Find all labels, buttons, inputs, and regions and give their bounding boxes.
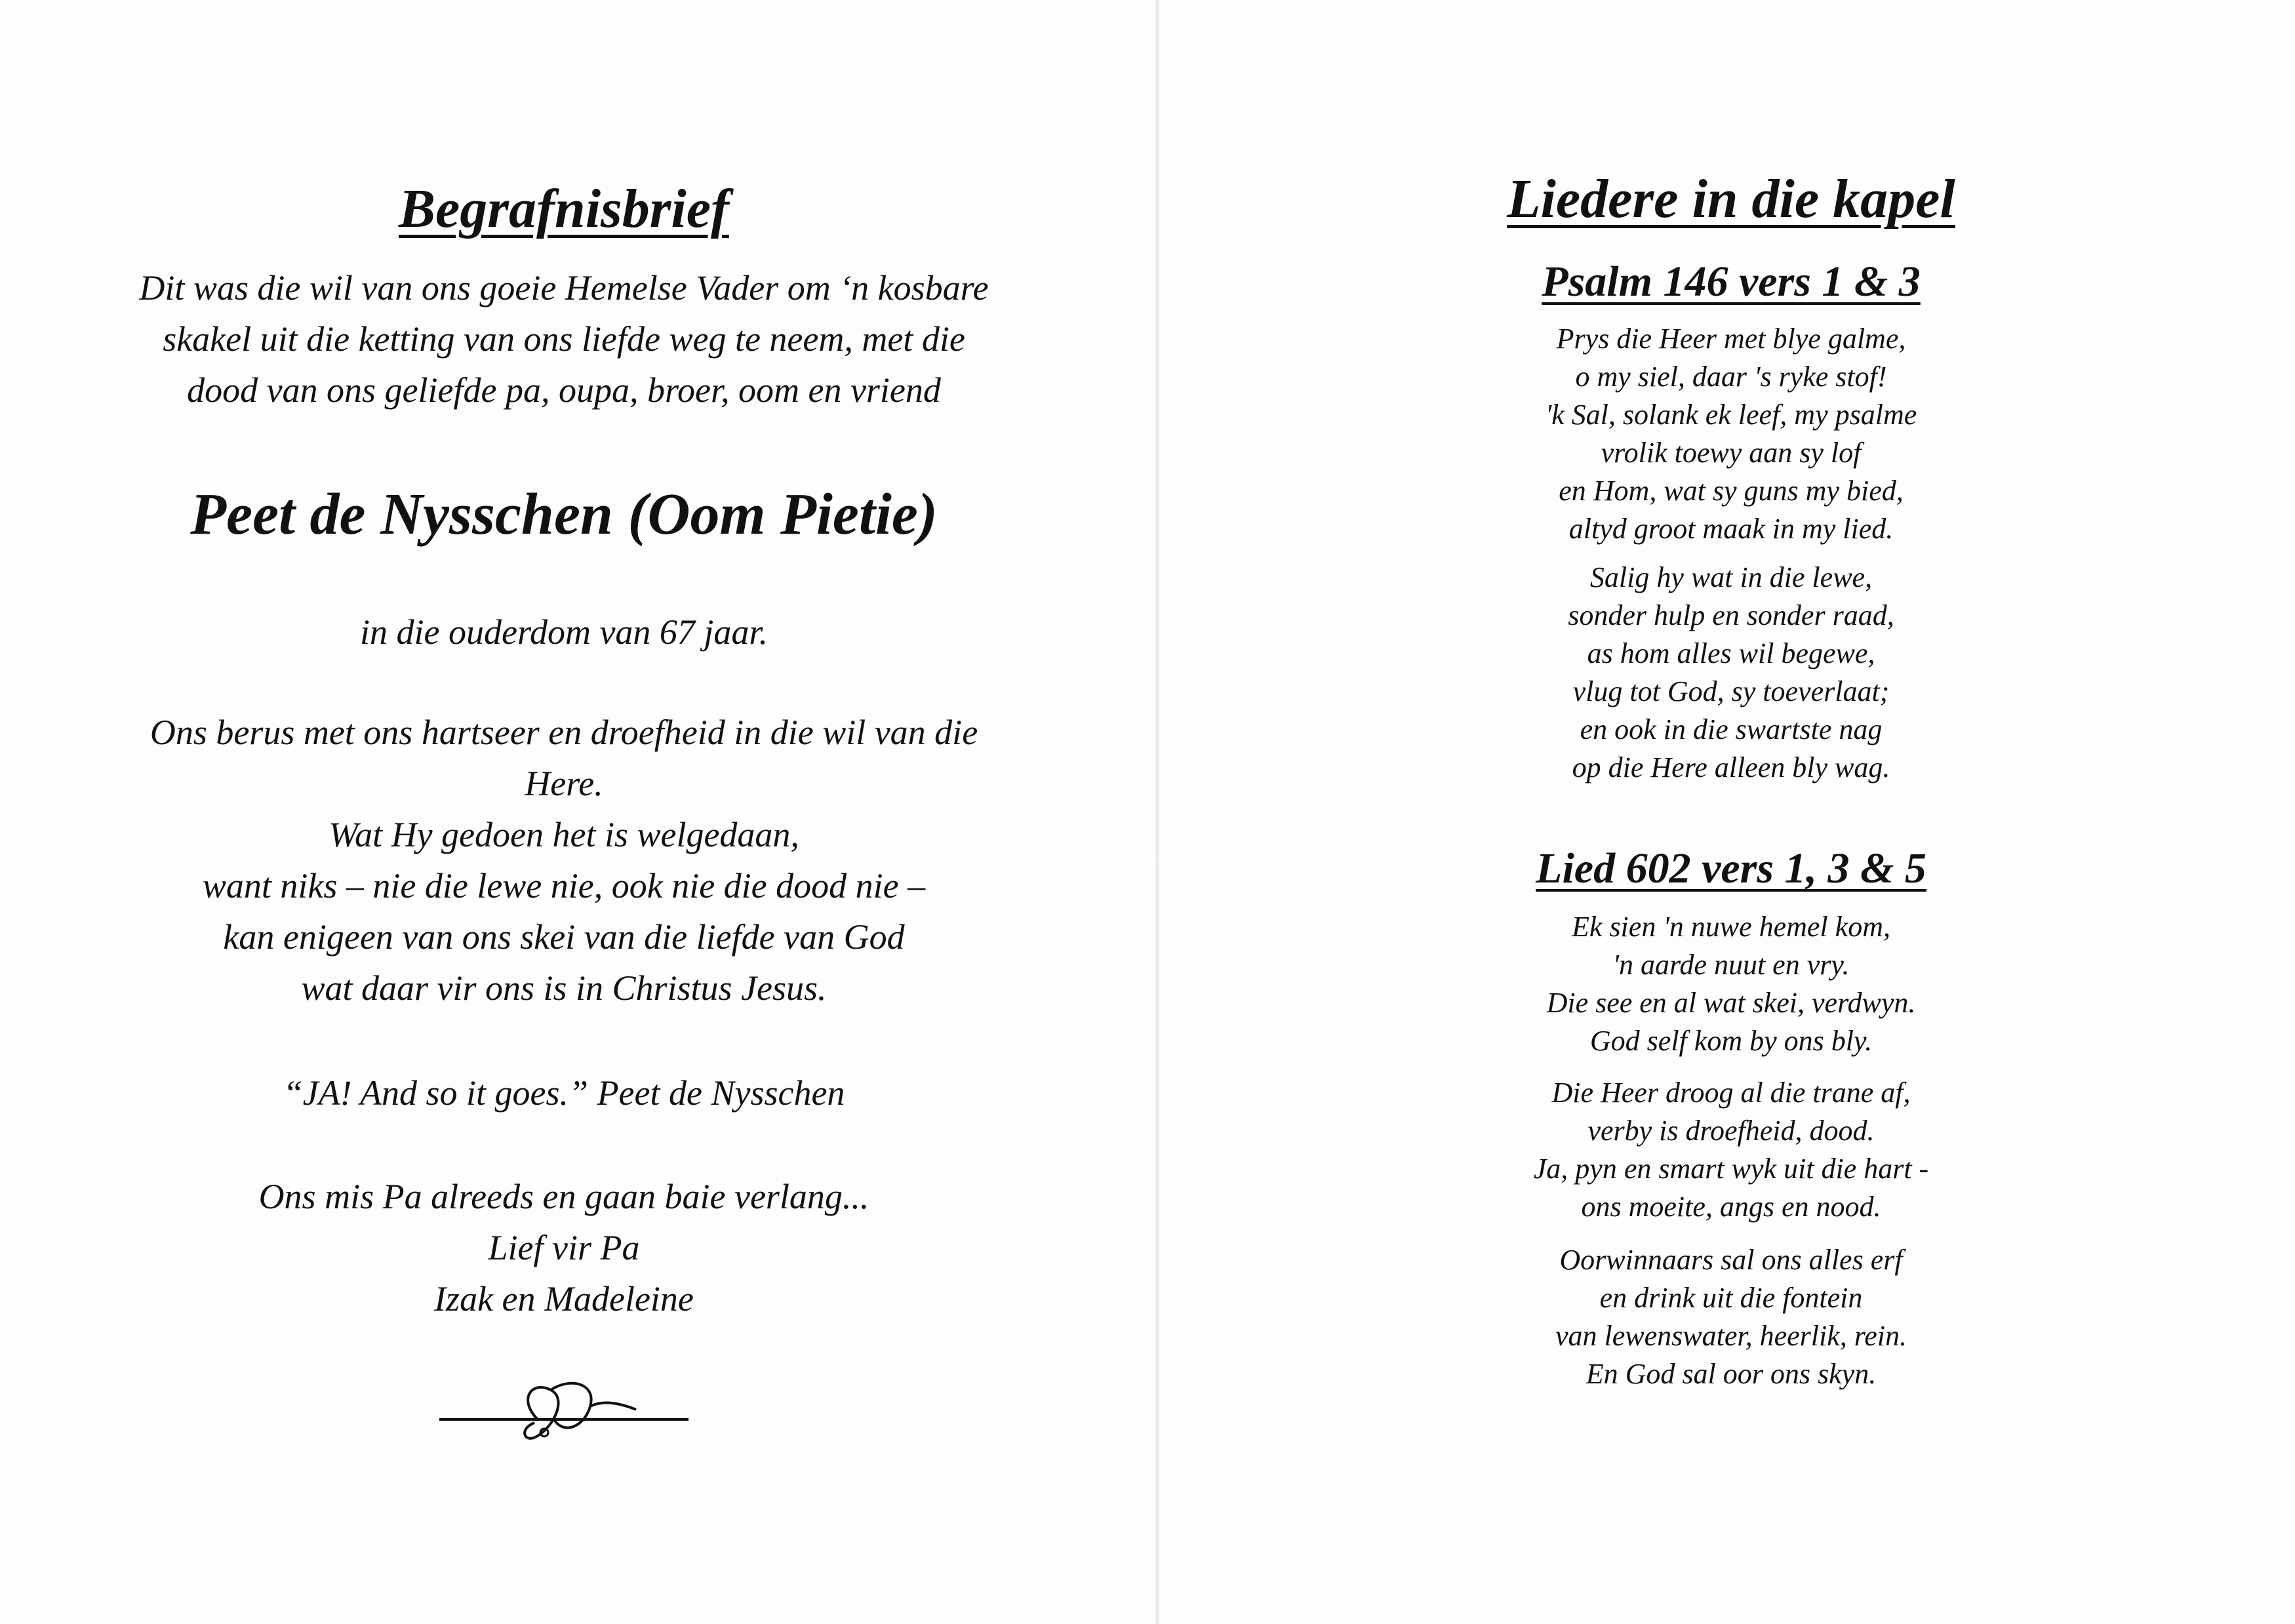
right-page: [1429, 0, 2033, 1624]
verse-line: vlug tot God, sy toeverlaat;: [1572, 675, 1890, 707]
left-page: [72, 0, 1056, 1624]
hymn-stanza: [1429, 320, 2033, 548]
verse-line: verby is droefheid, dood.: [1587, 1115, 1875, 1147]
verse-line: Ek sien 'n nuwe hemel kom,: [1572, 911, 1890, 943]
faith-line: kan enigeen van ons skei van die liefde van God: [223, 917, 905, 957]
verse-line: En God sal oor ons skyn.: [1586, 1358, 1877, 1390]
verse-line: 'n aarde nuut en vry.: [1612, 949, 1850, 981]
hymn-stanza: [1429, 559, 2033, 787]
hymns-title: [1429, 167, 2033, 231]
hymn-stanza: [1429, 1241, 2033, 1393]
verse-line: en drink uit die fontein: [1599, 1282, 1863, 1314]
hymn-title-text: Psalm 146 vers 1 & 3: [1542, 258, 1921, 306]
letter-title: [72, 177, 1056, 241]
intro-line: dood van ons geliefde pa, oupa, broer, oom en vriend: [187, 370, 941, 410]
faith-line: Ons berus met ons hartseer en droefheid in die wil van die: [150, 713, 978, 752]
hymns-title-text: Liedere in die kapel: [1507, 168, 1955, 229]
verse-line: o my siel, daar 's ryke stof!: [1575, 361, 1887, 393]
verse-line: en Hom, wat sy guns my bied,: [1559, 475, 1904, 507]
faith-line: Wat Hy gedoen het is welgedaan,: [329, 815, 799, 854]
verse-line: en ook in die swartste nag: [1580, 713, 1883, 745]
flourish-ornament-icon: [439, 1374, 688, 1446]
hymn-stanza: [1429, 908, 2033, 1060]
page-fold: [1155, 0, 1159, 1624]
hymn-stanza: [1429, 1074, 2033, 1226]
faith-paragraph: [72, 707, 1056, 1014]
faith-line: wat daar vir ons is in Christus Jesus.: [301, 968, 827, 1008]
letter-title-text: Begrafnisbrief: [399, 178, 729, 239]
intro-paragraph: [72, 262, 1056, 416]
intro-line: Dit was die wil van ons goeie Hemelse Vader om ‘n kosbare: [139, 268, 989, 307]
verse-line: ons moeite, angs en nood.: [1581, 1191, 1881, 1223]
verse-line: vrolik toewy aan sy lof: [1601, 437, 1862, 469]
verse-line: Ja, pyn en smart wyk uit die hart -: [1533, 1153, 1929, 1185]
hymn-title: [1429, 256, 2033, 308]
intro-line: skakel uit die ketting van ons liefde weg te neem, met die: [163, 319, 965, 359]
verse-line: altyd groot maak in my lied.: [1568, 513, 1894, 545]
verse-line: Oorwinnaars sal ons alles erf: [1559, 1244, 1903, 1276]
verse-line: Salig hy wat in die lewe,: [1589, 561, 1873, 593]
closing-line: Lief vir Pa: [488, 1228, 640, 1267]
deceased-name: Peet de Nysschen (Oom Pietie): [190, 482, 938, 547]
closing-paragraph: [72, 1171, 1056, 1324]
verse-line: Prys die Heer met blye galme,: [1556, 323, 1906, 355]
closing-line: Ons mis Pa alreeds en gaan baie verlang...: [258, 1177, 869, 1216]
quote-line: “JA! And so it goes.” Peet de Nysschen: [283, 1073, 845, 1113]
verse-line: God self kom by ons bly.: [1589, 1025, 1873, 1057]
verse-line: sonder hulp en sonder raad,: [1568, 599, 1894, 631]
verse-line: op die Here alleen bly wag.: [1572, 751, 1890, 783]
verse-line: van lewenswater, heerlik, rein.: [1555, 1320, 1907, 1352]
verse-line: Die see en al wat skei, verdwyn.: [1546, 987, 1916, 1019]
age-line: in die ouderdom van 67 jaar.: [360, 612, 768, 652]
closing-line: Izak en Madeleine: [434, 1279, 694, 1318]
verse-line: Die Heer droog al die trane af,: [1551, 1077, 1911, 1109]
verse-line: as hom alles wil begewe,: [1587, 637, 1875, 669]
verse-line: 'k Sal, solank ek leef, my psalme: [1545, 399, 1917, 431]
hymn-title: [1429, 842, 2033, 895]
faith-line: Here.: [525, 764, 603, 803]
faith-line: want niks – nie die lewe nie, ook nie die dood nie –: [202, 866, 926, 905]
hymn-title-text: Lied 602 vers 1, 3 & 5: [1536, 844, 1926, 892]
